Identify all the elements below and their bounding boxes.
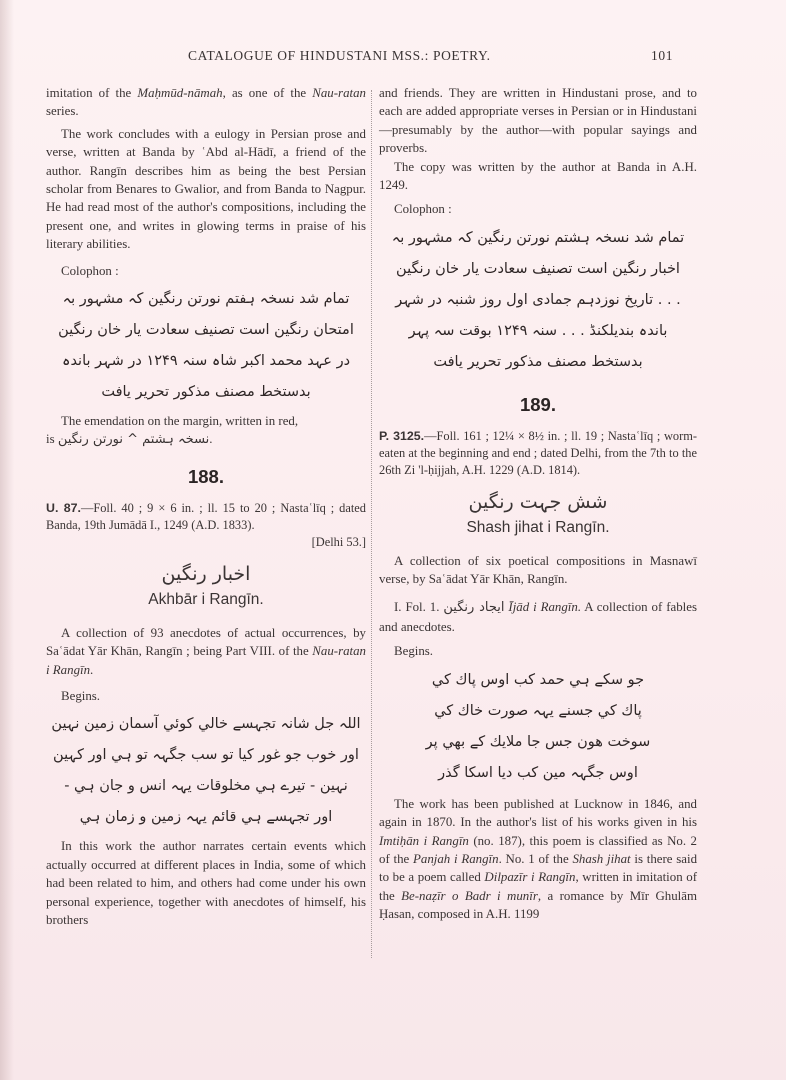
series-title-italic: Nau-ratan i Rangīn (46, 644, 366, 677)
text-run: A collection of fables and anecdotes. (379, 600, 697, 634)
item-title-urdu: ایجاد رنگین (443, 600, 505, 616)
running-title: CATALOGUE OF HINDUSTANI MSS.: POETRY. (188, 48, 491, 63)
colophon-line: بدستخط مصنف مذکور تحریر یافت (433, 353, 643, 370)
emendation-urdu: نسخہ ہشتم ^ نورتن رنگین (57, 432, 210, 448)
begins-label: Begins. (394, 644, 434, 659)
left-column (46, 84, 366, 929)
publication-paragraph (379, 795, 697, 924)
begins-line: اللہ جل شانہ تجہسے خالي كوئي آسمان زمين نہين (51, 716, 361, 733)
text-run: . No. 1 of the (498, 851, 573, 866)
column-divider (371, 90, 372, 958)
text-run: is (46, 432, 58, 447)
text-run: , a romance by Mīr Ghulām Ḥasan, composed in A.H. 1199 (379, 888, 697, 922)
copy-note-paragraph: The copy was written by the author at Banda in A.H. 1249. (379, 159, 697, 193)
colophon-line: باندہ بندیلکنڈ . . . سنہ ۱۲۴۹ بوقت سہ پہر (408, 322, 668, 339)
item-title-italic: Ījād i Rangīn. (504, 600, 582, 615)
continuation-paragraph: and friends. They are written in Hindustani prose, and to each are added appropriate verses in Persian or in Hindustani—presumably by the author—with popular sayings and proverbs. (379, 86, 697, 156)
colophon-line: امتحان رنگین است تصنیف سعادت یار خان رنگین (58, 322, 354, 339)
begins-label: Begins. (61, 688, 101, 703)
work-title-urdu: شش جہت رنگین (468, 491, 608, 514)
colophon-line: تمام شد نسخہ ہفتم نورتن رنگین کہ مشہور بہ (62, 291, 350, 308)
text-run: , as one of the (222, 86, 313, 100)
page-number: 101 (651, 48, 674, 63)
text-run: A collection of 93 anecdotes of actual occurrences, by Saʿādat Yār Khān, Rangīn ; being Part VIII. of the (46, 625, 366, 659)
text-run: The work has been published at Lucknow in 1846, and again in 1870. In the author's list of his works given in his (379, 796, 697, 830)
narrative-paragraph: In this work the author narrates certain events which actually occurred at different places in India, some of which had been related to him, and others had come under his own personal experience, together with anecdotes of himself, his brothers (46, 839, 366, 927)
colophon-urdu-block (379, 223, 697, 378)
entry-number: 189. (519, 393, 556, 415)
text-run: The emendation on the margin, written in red, (61, 414, 299, 429)
work-title-latin: Shash jihat i Rangīn. (466, 519, 610, 537)
colophon-label: Colophon : (394, 202, 452, 217)
text-run: is there said to be a poem called (379, 851, 698, 885)
work-title-italic: Imtiḥān i Rangīn (379, 833, 469, 848)
text-run: . (209, 432, 213, 447)
eulogy-paragraph: The work concludes with a eulogy in Persian prose and verse, written at Banda by ʿAbd al-Hādī, a friend of the author. Rangīn describes him as being the best Persian scholar from Benares to Gwalior, and from Banda to Nagpur. He had read most of the author's compositions, including the present one, and writes in glowing terms in praise of his literary abilities. (46, 126, 366, 252)
begins-urdu-block (379, 665, 697, 789)
work-title-italic: Be-naẓīr o Badr i munīr (401, 888, 538, 903)
emendation-paragraph (46, 412, 366, 450)
text-run: . (90, 662, 94, 677)
colophon-label: Colophon : (61, 263, 119, 278)
right-column (379, 84, 697, 924)
begins-line: پاك كي جسنے يہہ صورت خاك كي (434, 702, 642, 719)
continuation-paragraph (46, 84, 366, 121)
colophon-line: . . . تاریخ نوزدہم جمادی اول روز شنبہ در شہر (395, 291, 681, 308)
work-title-latin: Akhbār i Rangīn. (148, 591, 264, 609)
running-head (0, 48, 786, 68)
begins-line: اور تجہسے ہي قائم يہہ زمين و زمان ہي (79, 809, 333, 826)
colophon-urdu-block (46, 284, 366, 408)
text-run: imitation of the (46, 86, 138, 100)
meta-text: —Foll. 161 ; 12¼ × 8½ in. ; ll. 19 ; Nastaʿlīq ; worm-eaten at the beginning and end ; dated Delhi, from the 7th to the 26th Zi 'l-ḥijjah, A.H. 1229 (A.D. 1814). (379, 429, 697, 478)
begins-line: جو سكے ہي حمد كب اوس پاك كي (431, 671, 645, 688)
begins-urdu-block (46, 709, 366, 833)
shelf-mark: U. 87. (46, 501, 81, 516)
begins-line: اور خوب جو غور كيا تو سب جگہہ تو ہي اور كہين (53, 747, 359, 764)
cross-reference: [Delhi 53.] (311, 535, 366, 550)
begins-line: سوخت هون جس جا ملايك كے بهي پر (425, 733, 651, 750)
work-title-italic: Dilpazīr i Rangīn (484, 870, 576, 885)
work-title-italic: Shash jihat (572, 851, 631, 866)
text-run: I. Fol. 1. (394, 600, 444, 615)
begins-line: اوس جگہہ مين كب دیا اسكا گذر (438, 764, 638, 781)
description-paragraph (46, 624, 366, 679)
text-run: series. (46, 104, 79, 119)
colophon-line: اخبار رنگین است تصنیف سعادت یار خان رنگین (396, 260, 680, 277)
entry-meta (379, 428, 697, 479)
work-title-italic: Panjah i Rangīn (413, 851, 499, 866)
entry-meta (46, 500, 366, 534)
begins-line: نہين - تيرے ہي مخلوقات يہہ انس و جان ہي - (64, 778, 348, 795)
series-title-italic: Nau-ratan (312, 86, 366, 100)
item-paragraph (379, 598, 697, 636)
text-run: , written in imitation of the (379, 870, 697, 903)
shelf-mark: P. 3125. (379, 429, 425, 444)
meta-text: —Foll. 40 ; 9 × 6 in. ; ll. 15 to 20 ; Nastaʿlīq ; dated Banda, 19th Jumādā I., 1249 (A.D. 1833). (46, 501, 367, 533)
colophon-line: تمام شد نسخہ ہشتم نورتن رنگین کہ مشہور بہ (391, 229, 685, 246)
work-title-urdu: اخبار رنگین (161, 563, 251, 586)
work-title-italic: Maḥmūd-nāmah (137, 86, 223, 100)
colophon-line: در عہد محمد اکبر شاہ سنہ ۱۲۴۹ در شہر باندہ (61, 353, 351, 370)
entry-number: 188. (187, 465, 224, 487)
text-run: (no. 187), this poem is classified as No. 2 of the (379, 833, 697, 866)
description-paragraph: A collection of six poetical compositions in Masnawī verse, by Saʿādat Yār Khān, Rangīn. (379, 553, 697, 587)
colophon-line: بدستخط مصنف مذکور تحریر یافت (101, 384, 311, 401)
